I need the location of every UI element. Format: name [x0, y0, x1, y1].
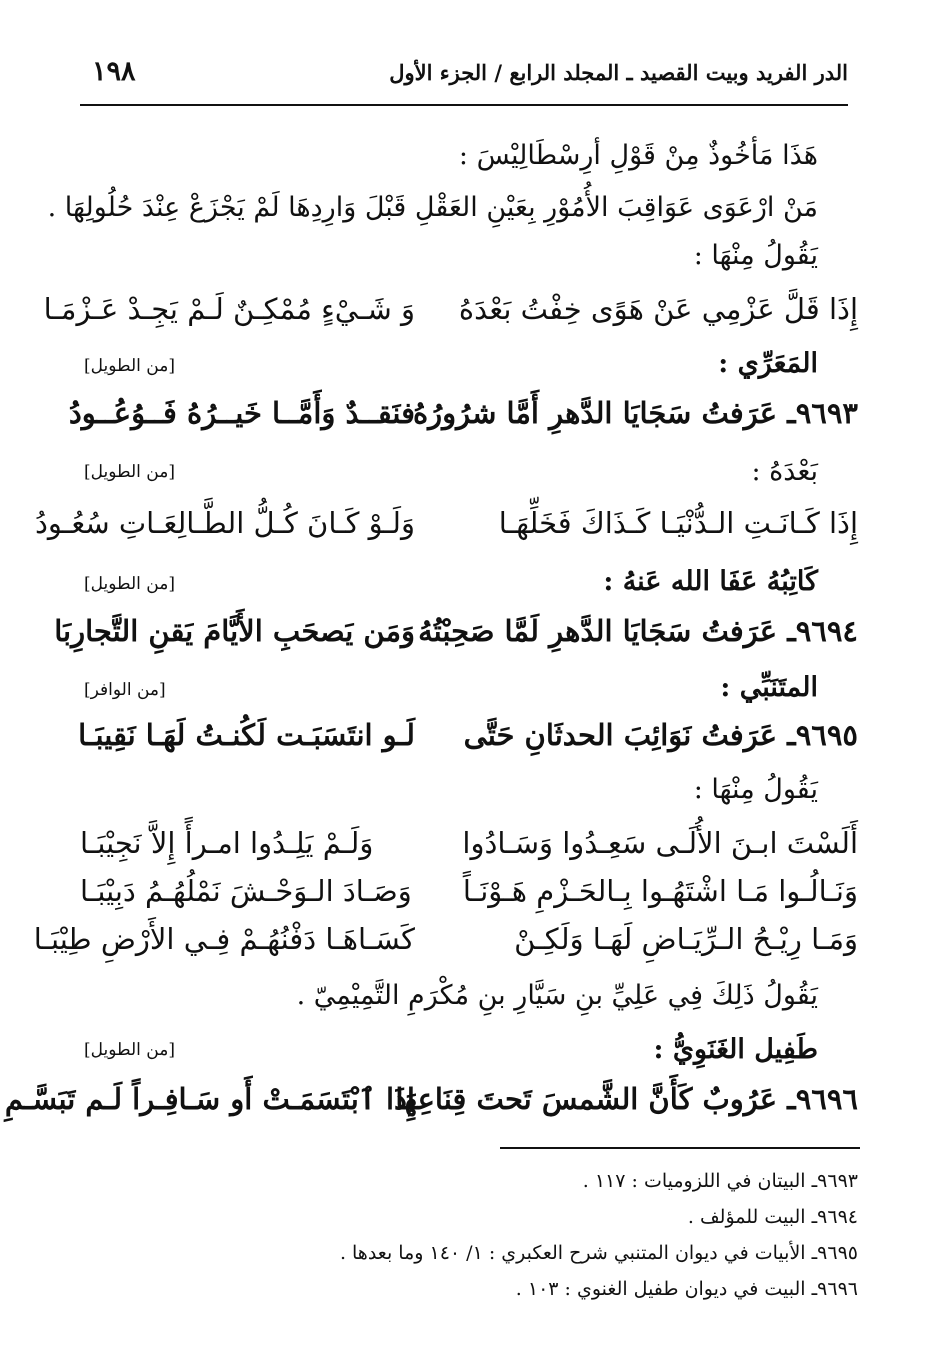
poet-maarri: المَعَرِّي : — [718, 348, 818, 379]
footnote-rule — [500, 1147, 860, 1149]
after-it-label: بَعْدَهُ : — [751, 456, 818, 487]
verse-9696-first-hemistich: ٩٦٩٦ـ عَرُوبٌ كَأَنَّ الشَّمسَ تَحتَ قِنَاعِهَا — [395, 1082, 858, 1116]
footnote-9693: ٩٦٩٣ـ البيتان في اللزوميات : ١١٧ . — [582, 1170, 858, 1192]
verse-after-9693-second-hemistich: وَلَـوْ كَـانَ كُـلُّ الطَّـالِعَـاتِ سُعُـودُ — [34, 506, 415, 540]
dedication-line: يَقُولُ ذَلِكَ فِي عَلِيِّ بنِ سَيَّارِ بنِ مُكْرَمِ التَّمِيْمِيّ . — [296, 980, 818, 1011]
aristotle-quote: مَنْ ارْعَوَى عَوَاقِبَ الأُمُوْرِ بِعَيْنِ العَقْلِ قَبْلَ وَارِدِهَا لَمْ يَجْزَعْ عِنْدَ حُلُولِهَا . — [47, 192, 818, 223]
verse-mutanabbi-2-second-hemistich: وَلَـمْ يَلِـدُوا امـرأً إِلاَّ نَجِيْبَـا — [80, 826, 374, 860]
poet-tufayl: طَفِيل الغَنَوِيُّ : — [653, 1034, 818, 1065]
page-number: ١٩٨ — [92, 56, 136, 87]
verse-after-9693 — [34, 506, 858, 550]
verse-9695-second-hemistich: لَـو انتَسَبَـت لَكُنـتُ لَهَـا نَقِيبَـا — [78, 718, 415, 752]
intro-line: هَذَا مَأخُوذٌ مِنْ قَوْلِ أرِسْطَالِيْسَ : — [458, 140, 818, 171]
verse-after-9693-first-hemistich: إِذَا كَـانَـتِ الـدُّنْيَـا كَـذَاكَ فَخَلِّهَـا — [498, 506, 858, 540]
verse-9695-first-hemistich: ٩٦٩٥ـ عَرَفتُ نَوَائِبَ الحدثَانِ حَتَّى — [463, 718, 858, 752]
says-from-it-2: يَقُولُ مِنْهَا : — [693, 774, 818, 805]
verse-mutanabbi-3-first-hemistich: وَنَـالُـوا مَـا اشْتَهُـوا بِـالحَـزْمِ هَـوْنَـاً — [462, 874, 858, 908]
footnote-9695: ٩٦٩٥ـ الأبيات في ديوان المتنبي شرح العكبري : ١/ ١٤٠ وما بعدها . — [339, 1242, 858, 1264]
verse-1 — [43, 292, 858, 336]
meter-label-4: [من الوافر] — [84, 680, 166, 700]
meter-label-5: [من الطويل] — [84, 1040, 175, 1060]
verse-mutanabbi-2 — [80, 826, 858, 870]
verse-9693-second-hemistich: فنَقــدٌ وَأَمَّــا خَيــرُهُ فَــوُعُــودُ — [68, 396, 415, 430]
verse-9695 — [80, 718, 858, 762]
verse-9693 — [68, 396, 858, 440]
poet-author: كَاتِبُهُ عَفَا الله عَنهُ : — [603, 566, 818, 597]
verse-mutanabbi-3-second-hemistich: وَصَـادَ الـوَحْـشَ نَمْلُهُـمُ دَبِيْبَـا — [80, 874, 412, 908]
verse-1-first-hemistich: إِذَا قَلَّ عَزْمِي عَنْ هَوًى خِفْتُ بَعْدَهُ — [458, 292, 858, 326]
meter-label-1: [من الطويل] — [84, 356, 175, 376]
verse-9696 — [4, 1082, 858, 1126]
verse-mutanabbi-2-first-hemistich: أَلَسْتَ ابـنَ الأُلَـى سَعِـدُوا وَسَـادُوا — [462, 826, 858, 860]
header-rule — [80, 104, 848, 106]
verse-mutanabbi-3 — [80, 874, 858, 918]
verse-1-second-hemistich: وَ شَـيْءٍ مُمْكِـنٌ لَـمْ يَجِـدْ عَـزْمَـا — [43, 292, 415, 326]
meter-label-3: [من الطويل] — [84, 574, 175, 594]
verse-9694-first-hemistich: ٩٦٩٤ـ عَرَفتُ سَجَايَا الدَّهرِ لَمَّا صَحِبْتُهُ — [418, 614, 858, 648]
verse-9694-second-hemistich: وَمَن يَصحَبِ الأَيَّامَ يَقنِ التَّجارِبَا — [54, 614, 415, 648]
running-header-title: الدر الفريد وبيت القصيد ـ المجلد الرابع / الجزء الأول — [389, 60, 848, 85]
verse-9694 — [54, 614, 858, 658]
footnote-9696: ٩٦٩٦ـ البيت في ديوان طفيل الغنوي : ١٠٣ . — [515, 1278, 858, 1300]
footnote-9694: ٩٦٩٤ـ البيت للمؤلف . — [687, 1206, 858, 1228]
verse-mutanabbi-4-first-hemistich: وَمَـا رِيْـحُ الـرِّيَـاضِ لَهَـا وَلَكِـنْ — [514, 922, 858, 956]
verse-mutanabbi-4 — [33, 922, 858, 966]
poet-mutanabbi: المتَنَبِّي : — [720, 672, 818, 703]
verse-mutanabbi-4-second-hemistich: كَسَـاهَـا دَفْنُهُـمْ فِـي الأَرْضِ طِيْبَـا — [33, 922, 415, 956]
says-from-it-1: يَقُولُ مِنْهَا : — [693, 240, 818, 271]
verse-9696-second-hemistich: إِذَا ٱبْتَسَمَـتْ أَو سَـافِـراً لَـم تَبَسَّـمِ — [4, 1082, 415, 1116]
meter-label-2: [من الطويل] — [84, 462, 175, 482]
verse-9693-first-hemistich: ٩٦٩٣ـ عَرَفتُ سَجَايَا الدَّهرِ أَمَّا شرُورُهُ — [412, 396, 858, 430]
